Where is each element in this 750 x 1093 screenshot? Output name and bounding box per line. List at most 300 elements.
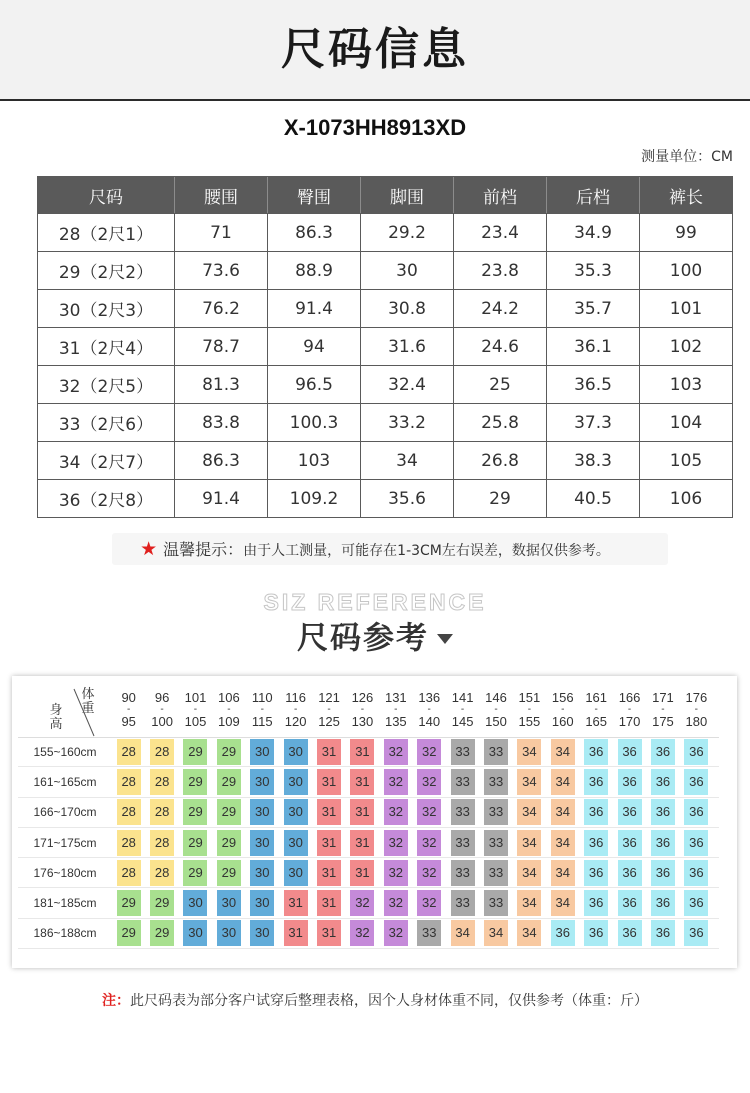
height-range-label: 176~180cm [33, 865, 97, 880]
size-cell [279, 890, 312, 916]
size-swatch: 36 [584, 890, 608, 916]
size-cell [145, 799, 178, 825]
size-cell [112, 830, 145, 856]
size-swatch: 33 [484, 739, 508, 765]
size-swatch: 29 [217, 739, 241, 765]
size-table-cell: 23.4 [453, 214, 546, 251]
size-cell [379, 830, 412, 856]
size-table-cell: 86.3 [174, 442, 267, 479]
weight-range-header [346, 688, 379, 737]
size-swatch: 36 [651, 860, 675, 886]
size-swatch: 30 [250, 799, 274, 825]
size-cell [346, 739, 379, 765]
size-swatch: 36 [684, 799, 708, 825]
size-table-cell: 40.5 [546, 480, 639, 517]
size-cell [680, 769, 713, 795]
product-code: X-1073HH8913XD [283, 115, 467, 140]
size-table-row [38, 289, 732, 327]
size-swatch: 34 [517, 920, 541, 946]
size-cell [179, 890, 212, 916]
size-swatch: 34 [551, 860, 575, 886]
size-swatch: 29 [217, 769, 241, 795]
size-table-cell: 29 [453, 480, 546, 517]
size-cell [446, 830, 479, 856]
size-cell [413, 860, 446, 886]
size-swatch: 31 [284, 890, 308, 916]
height-range-label: 171~175cm [33, 835, 97, 850]
size-table-row [38, 479, 732, 517]
size-swatch: 36 [618, 860, 642, 886]
weight-range-header [546, 688, 579, 737]
size-swatch: 31 [317, 799, 341, 825]
weight-range-from: 156 [551, 690, 574, 705]
size-cell [579, 890, 612, 916]
size-swatch: 36 [651, 890, 675, 916]
size-swatch: 32 [350, 890, 374, 916]
size-swatch: 30 [250, 769, 274, 795]
size-cell [479, 769, 512, 795]
size-table-cell: 105 [639, 442, 732, 479]
size-swatch: 34 [517, 890, 541, 916]
size-cell [646, 739, 679, 765]
weight-range-to: 165 [585, 714, 608, 729]
weight-range-separator: - [494, 704, 498, 715]
size-cell [312, 739, 345, 765]
size-cell [446, 890, 479, 916]
size-cell [379, 739, 412, 765]
size-cell [312, 920, 345, 946]
size-cell [379, 920, 412, 946]
weight-range-separator: - [127, 704, 131, 715]
size-swatch: 32 [417, 769, 441, 795]
weight-range-separator: - [594, 704, 598, 715]
size-reference-card [12, 676, 737, 968]
size-swatch: 36 [651, 769, 675, 795]
weight-range-header [613, 688, 646, 737]
size-cell [246, 920, 279, 946]
size-cell [613, 739, 646, 765]
weight-range-from: 116 [285, 690, 307, 705]
size-cell [145, 769, 178, 795]
size-cell [379, 890, 412, 916]
weight-range-separator: - [227, 704, 231, 715]
size-swatch: 29 [183, 769, 207, 795]
size-cell [646, 830, 679, 856]
size-cell [646, 799, 679, 825]
size-swatch: 36 [651, 739, 675, 765]
size-swatch: 30 [183, 920, 207, 946]
reference-english-title: SIZ REFERENCE [263, 589, 487, 615]
size-cell [579, 799, 612, 825]
weight-range-separator: - [627, 704, 632, 715]
size-cell [112, 890, 145, 916]
size-cell [379, 799, 412, 825]
size-cell [346, 890, 379, 916]
size-swatch: 31 [350, 799, 374, 825]
size-table-cell: 31.6 [360, 328, 453, 365]
weight-range-separator: - [160, 704, 164, 715]
size-table-size-cell: 32（2尺5） [58, 377, 154, 397]
size-cell [413, 890, 446, 916]
size-swatch: 29 [183, 860, 207, 886]
footer-note-text: 此尺码表为部分客户试穿后整理表格，因个人身材体重不同，仅供参考（体重：斤） [130, 993, 648, 1009]
size-cell [413, 769, 446, 795]
size-table-cell: 34 [360, 442, 453, 479]
size-cell [279, 830, 312, 856]
size-cell [279, 860, 312, 886]
size-cell [312, 799, 345, 825]
weight-range-to: 120 [284, 714, 307, 729]
size-cell [479, 890, 512, 916]
size-table-cell: 94 [267, 328, 360, 365]
size-table-cell: 109.2 [267, 480, 360, 517]
size-swatch: 28 [117, 799, 141, 825]
size-cell [579, 830, 612, 856]
size-swatch: 28 [150, 769, 174, 795]
weight-range-header [680, 688, 713, 737]
size-table-size-cell: 31（2尺4） [58, 339, 154, 359]
size-table-size-cell: 33（2尺6） [58, 415, 154, 435]
size-swatch: 34 [551, 739, 575, 765]
size-swatch: 32 [384, 830, 408, 856]
size-cell [346, 830, 379, 856]
size-table-column-header: 前档 [453, 177, 546, 213]
weight-range-from: 146 [485, 690, 507, 705]
size-cell [312, 769, 345, 795]
size-swatch: 29 [183, 739, 207, 765]
size-table-column-header: 尺码 [89, 187, 123, 208]
size-table-row [38, 327, 732, 365]
weight-range-to: 135 [384, 714, 407, 729]
size-swatch: 31 [317, 890, 341, 916]
size-swatch: 32 [417, 830, 441, 856]
size-swatch: 29 [217, 860, 241, 886]
reference-row [18, 919, 719, 949]
size-cell [179, 860, 212, 886]
weight-range-from: 141 [451, 690, 474, 705]
size-table-cell: 32.4 [360, 366, 453, 403]
size-swatch: 31 [317, 769, 341, 795]
weight-range-to: 125 [318, 714, 340, 729]
size-swatch: 33 [451, 890, 475, 916]
size-swatch: 36 [584, 799, 608, 825]
size-swatch: 33 [451, 799, 475, 825]
size-swatch: 34 [517, 830, 541, 856]
weight-range-header [579, 688, 612, 737]
size-cell [513, 739, 546, 765]
size-table-size-cell: 29（2尺2） [58, 263, 154, 283]
size-swatch: 36 [684, 769, 708, 795]
size-swatch: 30 [284, 860, 308, 886]
size-cell [579, 769, 612, 795]
size-cell [212, 830, 245, 856]
size-swatch: 33 [484, 860, 508, 886]
weight-range-from: 110 [251, 690, 273, 705]
size-table-header-row [38, 177, 732, 213]
size-cell [112, 920, 145, 946]
weight-range-header [179, 688, 212, 737]
size-cell [680, 799, 713, 825]
weight-range-to: 100 [151, 714, 173, 729]
size-table-column-header: 裤长 [639, 177, 732, 213]
size-swatch: 31 [317, 920, 341, 946]
size-swatch: 28 [150, 799, 174, 825]
size-swatch: 32 [384, 769, 408, 795]
size-table-cell: 99 [639, 214, 732, 251]
size-swatch: 33 [417, 920, 441, 946]
size-swatch: 36 [651, 799, 675, 825]
size-swatch: 36 [584, 769, 608, 795]
size-swatch: 36 [684, 860, 708, 886]
size-swatch: 32 [417, 890, 441, 916]
reference-row [18, 828, 719, 858]
size-cell [346, 920, 379, 946]
size-table-size-cell: 34（2尺7） [58, 453, 154, 473]
weight-range-from: 106 [218, 690, 240, 705]
size-swatch: 30 [183, 890, 207, 916]
size-cell [212, 890, 245, 916]
weight-range-to: 180 [685, 714, 708, 729]
size-swatch: 31 [350, 739, 374, 765]
size-cell [513, 769, 546, 795]
size-cell [246, 799, 279, 825]
size-table-row [38, 213, 732, 251]
size-measurement-table [37, 176, 733, 518]
size-swatch: 36 [584, 739, 608, 765]
size-cell [479, 860, 512, 886]
size-swatch: 31 [350, 769, 374, 795]
size-table-cell: 78.7 [174, 328, 267, 365]
size-table-cell: 103 [639, 366, 732, 403]
size-table-column-header: 臀围 [267, 177, 360, 213]
height-range-label: 186~188cm [33, 926, 97, 941]
size-swatch: 30 [250, 860, 274, 886]
weight-range-separator: - [293, 704, 298, 715]
reference-title-row [0, 618, 750, 659]
weight-range-to: 155 [518, 714, 541, 729]
size-cell [546, 920, 579, 946]
size-swatch: 31 [317, 860, 341, 886]
size-cell [346, 799, 379, 825]
size-cell [680, 890, 713, 916]
size-cell [246, 739, 279, 765]
size-cell [479, 739, 512, 765]
height-range-label: 181~185cm [33, 896, 97, 911]
corner-weight-label: 体重 [81, 687, 95, 716]
size-swatch: 31 [317, 739, 341, 765]
size-table-cell: 35.3 [546, 252, 639, 289]
size-table-column-header: 腰围 [174, 177, 267, 213]
size-cell [579, 920, 612, 946]
size-table-cell: 100.3 [267, 404, 360, 441]
size-cell [579, 739, 612, 765]
size-table-cell: 30 [360, 252, 453, 289]
size-swatch: 32 [384, 860, 408, 886]
weight-range-from: 126 [351, 690, 374, 705]
size-cell [145, 890, 178, 916]
weight-range-from: 121 [318, 690, 340, 705]
weight-range-separator: - [527, 704, 532, 715]
size-table-cell: 36.1 [546, 328, 639, 365]
size-cell [413, 920, 446, 946]
weight-range-to: 145 [451, 714, 474, 729]
size-cell [546, 890, 579, 916]
size-cell [646, 920, 679, 946]
size-table-cell: 30.8 [360, 290, 453, 327]
size-cell [179, 769, 212, 795]
size-cell [513, 890, 546, 916]
size-swatch: 31 [350, 860, 374, 886]
weight-range-separator: - [661, 704, 665, 715]
size-swatch: 30 [284, 739, 308, 765]
size-table-cell: 104 [639, 404, 732, 441]
size-cell [145, 860, 178, 886]
corner-header-cell [18, 688, 112, 737]
size-table-cell: 35.6 [360, 480, 453, 517]
size-cell [479, 799, 512, 825]
size-table-cell: 91.4 [174, 480, 267, 517]
size-swatch: 30 [250, 739, 274, 765]
size-cell [246, 830, 279, 856]
size-swatch: 34 [517, 739, 541, 765]
size-table-cell: 71 [174, 214, 267, 251]
size-cell [179, 799, 212, 825]
measurement-tip [0, 537, 750, 563]
size-swatch: 30 [284, 769, 308, 795]
size-cell [112, 860, 145, 886]
footer-note [0, 990, 750, 1012]
size-swatch: 29 [217, 830, 241, 856]
weight-range-to: 170 [618, 714, 641, 729]
size-swatch: 30 [284, 830, 308, 856]
weight-range-from: 166 [618, 690, 641, 705]
size-swatch: 32 [384, 920, 408, 946]
size-cell [680, 739, 713, 765]
size-cell [379, 860, 412, 886]
size-swatch: 32 [384, 799, 408, 825]
weight-range-to: 140 [418, 714, 441, 729]
size-cell [212, 860, 245, 886]
star-icon [140, 538, 157, 560]
weight-range-header [246, 688, 279, 737]
size-swatch: 32 [417, 739, 441, 765]
size-cell [613, 890, 646, 916]
size-swatch: 28 [150, 739, 174, 765]
size-cell [413, 799, 446, 825]
weight-range-to: 175 [652, 714, 674, 729]
weight-range-from: 131 [384, 690, 407, 705]
page-title: 尺码信息 [281, 24, 469, 75]
size-table-cell: 73.6 [174, 252, 267, 289]
size-swatch: 28 [117, 860, 141, 886]
size-swatch: 32 [417, 799, 441, 825]
weight-range-header [145, 688, 178, 737]
size-table-cell: 88.9 [267, 252, 360, 289]
size-table-cell: 34.9 [546, 214, 639, 251]
size-table-cell: 36.5 [546, 366, 639, 403]
height-range-label: 155~160cm [33, 744, 97, 759]
size-cell [613, 920, 646, 946]
size-cell [212, 739, 245, 765]
size-swatch: 29 [150, 890, 174, 916]
triangle-down-icon [437, 634, 453, 644]
size-cell [112, 799, 145, 825]
size-swatch: 36 [684, 920, 708, 946]
weight-range-from: 161 [585, 690, 608, 705]
weight-range-to: 109 [218, 714, 240, 729]
size-table-cell: 23.8 [453, 252, 546, 289]
reference-row [18, 858, 719, 888]
size-table-cell: 76.2 [174, 290, 267, 327]
size-cell [613, 860, 646, 886]
size-table-cell: 106 [639, 480, 732, 517]
size-table-cell: 25.8 [453, 404, 546, 441]
size-cell [546, 860, 579, 886]
size-swatch: 32 [384, 890, 408, 916]
size-swatch: 31 [284, 920, 308, 946]
size-cell [680, 830, 713, 856]
size-swatch: 36 [684, 830, 708, 856]
size-cell [346, 769, 379, 795]
size-swatch: 36 [618, 920, 642, 946]
size-swatch: 31 [317, 830, 341, 856]
size-cell [680, 920, 713, 946]
size-swatch: 28 [150, 830, 174, 856]
size-table-cell: 24.2 [453, 290, 546, 327]
diagonal-divider [18, 688, 112, 737]
weight-range-header [379, 688, 412, 737]
weight-range-header [413, 688, 446, 737]
size-table-cell: 38.3 [546, 442, 639, 479]
size-swatch: 33 [484, 830, 508, 856]
size-swatch: 28 [150, 860, 174, 886]
size-cell [179, 830, 212, 856]
weight-range-separator: - [561, 704, 565, 715]
weight-range-to: 95 [121, 714, 136, 729]
size-cell [646, 769, 679, 795]
size-cell [513, 799, 546, 825]
size-swatch: 33 [451, 860, 475, 886]
size-table-cell: 101 [639, 290, 732, 327]
size-table-row [38, 403, 732, 441]
size-table-cell: 83.8 [174, 404, 267, 441]
size-cell [279, 920, 312, 946]
size-swatch: 36 [618, 799, 642, 825]
weight-range-from: 171 [652, 690, 674, 705]
size-swatch: 28 [117, 769, 141, 795]
weight-range-header [112, 688, 145, 737]
size-swatch: 33 [451, 739, 475, 765]
weight-range-separator: - [460, 704, 465, 715]
weight-range-from: 96 [154, 690, 170, 705]
size-swatch: 36 [584, 830, 608, 856]
size-swatch: 29 [150, 920, 174, 946]
size-swatch: 33 [451, 830, 475, 856]
size-cell [279, 769, 312, 795]
size-table-cell: 25 [453, 366, 546, 403]
size-swatch: 29 [117, 890, 141, 916]
weight-range-header [446, 688, 479, 737]
size-swatch: 28 [117, 830, 141, 856]
size-table-cell: 91.4 [267, 290, 360, 327]
size-table-row [38, 441, 732, 479]
size-cell [312, 890, 345, 916]
size-cell [413, 739, 446, 765]
size-table-cell: 24.6 [453, 328, 546, 365]
weight-range-header [646, 688, 679, 737]
size-cell [446, 769, 479, 795]
reference-table-header [18, 688, 719, 738]
